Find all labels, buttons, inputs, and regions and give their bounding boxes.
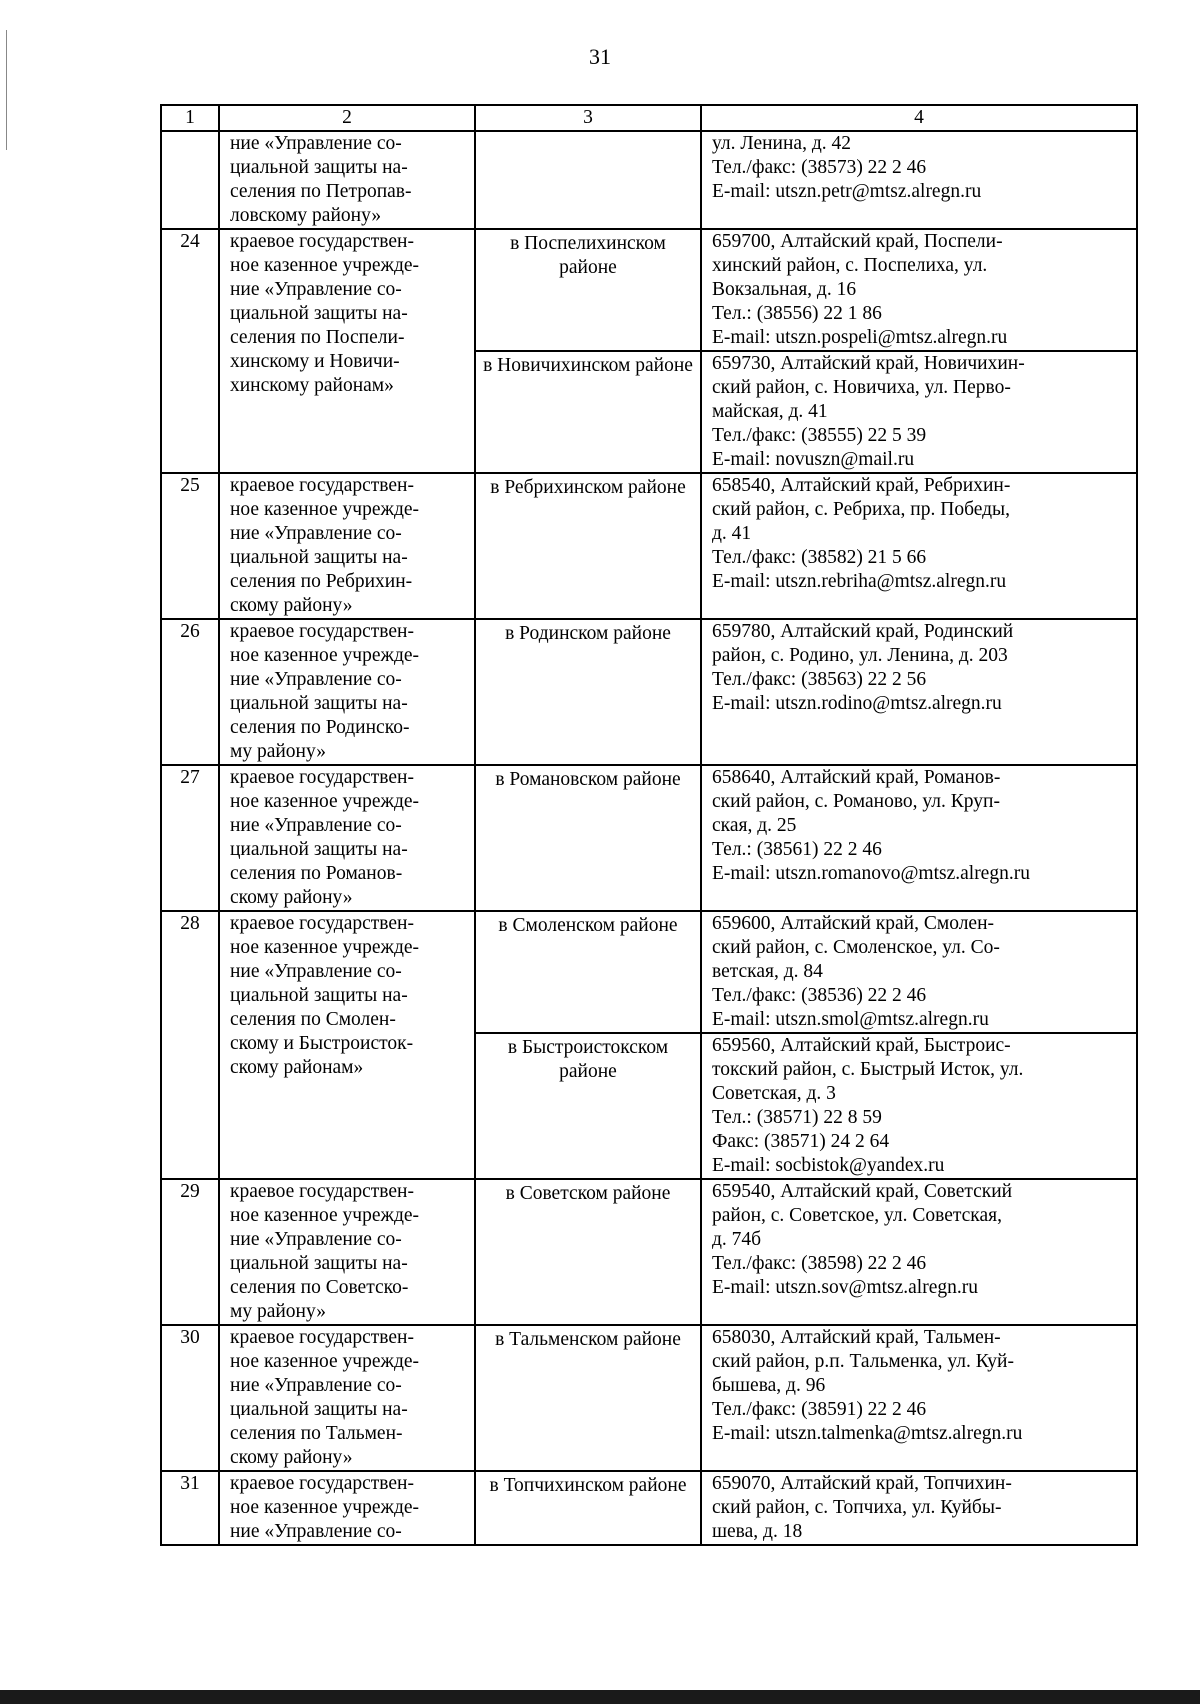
address-line: токский район, с. Быстрый Исток, ул. — [712, 1059, 1024, 1080]
table-row — [161, 911, 1137, 1033]
organization-line: хинскому районам» — [230, 375, 394, 396]
table-body — [161, 131, 1137, 1545]
organization-line: ние «Управление со- — [230, 1375, 402, 1396]
organization-cell — [219, 619, 475, 765]
address-line: хинский район, с. Поспелиха, ул. — [712, 255, 988, 276]
organization-line: краевое государствен- — [230, 1473, 414, 1494]
organization-line: циальной защиты на- — [230, 1253, 408, 1274]
row-number: 31 — [161, 1471, 219, 1545]
organization-line: селения по Ребрихин- — [230, 571, 413, 592]
address-line: 658640, Алтайский край, Романов- — [712, 767, 1001, 788]
district-cell: в Быстроистокском районе — [475, 1033, 701, 1179]
organization-cell — [219, 473, 475, 619]
organization-line: циальной защиты на- — [230, 303, 408, 324]
organization-cell — [219, 1179, 475, 1325]
district-cell: в Смоленском районе — [475, 911, 701, 1033]
table-header-row — [161, 105, 1137, 131]
organization-line: ние «Управление со- — [230, 1229, 402, 1250]
organization-line: ние «Управление со- — [230, 961, 402, 982]
row-number: 26 — [161, 619, 219, 765]
organization-line: селения по Смолен- — [230, 1009, 396, 1030]
organization-line: ние «Управление со- — [230, 523, 402, 544]
address-line: бышева, д. 96 — [712, 1375, 826, 1396]
page-number: 31 — [589, 44, 611, 69]
organization-line: краевое государствен- — [230, 1181, 414, 1202]
address-line: 659070, Алтайский край, Топчихин- — [712, 1473, 1012, 1494]
address-cell — [701, 351, 1137, 473]
address-line: Тел./факс: (38563) 22 2 56 — [712, 669, 927, 690]
organization-line: ное казенное учрежде- — [230, 791, 420, 812]
address-line: ветская, д. 84 — [712, 961, 823, 982]
address-line: 658030, Алтайский край, Тальмен- — [712, 1327, 1001, 1348]
district-cell: в Топчихинском районе — [475, 1471, 701, 1545]
email-line: E-mail: utszn.romanovo@mtsz.alregn.ru — [712, 863, 1030, 884]
organization-cell — [219, 765, 475, 911]
organization-line: му району» — [230, 1301, 326, 1322]
table-row — [161, 765, 1137, 911]
address-line: 659700, Алтайский край, Поспели- — [712, 231, 1003, 252]
district-cell: в Тальменском районе — [475, 1325, 701, 1471]
institutions-table — [160, 104, 1138, 1546]
organization-line: скому району» — [230, 887, 353, 908]
address-line: ский район, с. Ребриха, пр. Победы, — [712, 499, 1011, 520]
organization-line: ное казенное учрежде- — [230, 937, 420, 958]
table-row — [161, 131, 1137, 229]
organization-cell — [219, 131, 475, 229]
row-number: 30 — [161, 1325, 219, 1471]
address-line: район, с. Родино, ул. Ленина, д. 203 — [712, 645, 1008, 666]
organization-line: селения по Советско- — [230, 1277, 409, 1298]
address-cell — [701, 229, 1137, 351]
table-row — [161, 229, 1137, 351]
address-line: 659540, Алтайский край, Советский — [712, 1181, 1013, 1202]
organization-line: селения по Тальмен- — [230, 1423, 403, 1444]
address-line: майская, д. 41 — [712, 401, 828, 422]
organization-line: селения по Романов- — [230, 863, 403, 884]
address-cell — [701, 911, 1137, 1033]
table-row — [161, 1179, 1137, 1325]
organization-line: краевое государствен- — [230, 231, 414, 252]
address-line: Тел./факс: (38573) 22 2 46 — [712, 157, 927, 178]
organization-line: краевое государствен- — [230, 1327, 414, 1348]
district-cell: в Поспелихинском районе — [475, 229, 701, 351]
district-cell — [475, 131, 701, 229]
organization-line: хинскому и Новичи- — [230, 351, 400, 372]
district-cell: в Новичихинском районе — [475, 351, 701, 473]
address-line: 659600, Алтайский край, Смолен- — [712, 913, 995, 934]
organization-line: селения по Родинско- — [230, 717, 410, 738]
address-line: шева, д. 18 — [712, 1521, 803, 1542]
header-col-1: 1 — [161, 105, 219, 131]
address-line: Тел./факс: (38555) 22 5 39 — [712, 425, 927, 446]
address-line: ский район, с. Романово, ул. Круп- — [712, 791, 1000, 812]
organization-line: ние «Управление со- — [230, 815, 402, 836]
row-number: 29 — [161, 1179, 219, 1325]
organization-line: скому району» — [230, 595, 353, 616]
organization-line: скому и Быстроисток- — [230, 1033, 414, 1054]
organization-line: циальной защиты на- — [230, 157, 408, 178]
organization-line: краевое государствен- — [230, 913, 414, 934]
scan-bottom-edge — [0, 1690, 1200, 1704]
table-row — [161, 1471, 1137, 1545]
organization-line: циальной защиты на- — [230, 839, 408, 860]
organization-line: ное казенное учрежде- — [230, 1205, 420, 1226]
header-col-4: 4 — [701, 105, 1137, 131]
address-line: Тел.: (38571) 22 8 59 — [712, 1107, 882, 1128]
organization-line: ное казенное учрежде- — [230, 499, 420, 520]
table-row — [161, 473, 1137, 619]
organization-line: краевое государствен- — [230, 621, 414, 642]
organization-line: скому району» — [230, 1447, 353, 1468]
header-col-3: 3 — [475, 105, 701, 131]
address-line: Тел./факс: (38536) 22 2 46 — [712, 985, 927, 1006]
address-line: Тел.: (38556) 22 1 86 — [712, 303, 882, 324]
email-line: E-mail: utszn.talmenka@mtsz.alregn.ru — [712, 1423, 1023, 1444]
organization-line: краевое государствен- — [230, 475, 414, 496]
address-cell — [701, 1033, 1137, 1179]
address-line: Тел./факс: (38582) 21 5 66 — [712, 547, 927, 568]
row-number — [161, 131, 219, 229]
row-number: 27 — [161, 765, 219, 911]
organization-line: циальной защиты на- — [230, 1399, 408, 1420]
row-number: 25 — [161, 473, 219, 619]
organization-line: ние «Управление со- — [230, 669, 402, 690]
address-line: Тел./факс: (38591) 22 2 46 — [712, 1399, 927, 1420]
district-cell: в Родинском районе — [475, 619, 701, 765]
organization-cell — [219, 911, 475, 1179]
address-line: Вокзальная, д. 16 — [712, 279, 857, 300]
address-cell — [701, 619, 1137, 765]
address-line: ский район, р.п. Тальменка, ул. Куй- — [712, 1351, 1014, 1372]
organization-line: ние «Управление со- — [230, 1521, 402, 1542]
row-number: 24 — [161, 229, 219, 473]
email-line: E-mail: utszn.rodino@mtsz.alregn.ru — [712, 693, 1002, 714]
organization-line: ное казенное учрежде- — [230, 255, 420, 276]
organization-line: ловскому району» — [230, 205, 382, 226]
address-cell — [701, 1471, 1137, 1545]
address-line: ул. Ленина, д. 42 — [712, 133, 852, 154]
address-line: д. 41 — [712, 523, 752, 544]
document-table-container — [160, 104, 1138, 1546]
organization-line: ное казенное учрежде- — [230, 1497, 420, 1518]
email-line: E-mail: utszn.petr@mtsz.alregn.ru — [712, 181, 982, 202]
organization-line: ние «Управление со- — [230, 279, 402, 300]
address-line: Тел./факс: (38598) 22 2 46 — [712, 1253, 927, 1274]
address-cell — [701, 131, 1137, 229]
table-row — [161, 619, 1137, 765]
organization-line: циальной защиты на- — [230, 547, 408, 568]
organization-line: скому районам» — [230, 1057, 364, 1078]
organization-line: му району» — [230, 741, 326, 762]
organization-line: селения по Поспели- — [230, 327, 405, 348]
address-line: д. 74б — [712, 1229, 762, 1250]
organization-cell — [219, 229, 475, 473]
district-cell: в Романовском районе — [475, 765, 701, 911]
district-cell: в Советском районе — [475, 1179, 701, 1325]
district-cell: в Ребрихинском районе — [475, 473, 701, 619]
organization-cell — [219, 1325, 475, 1471]
address-line: ский район, с. Новичиха, ул. Перво- — [712, 377, 1011, 398]
address-line: 659560, Алтайский край, Быстроис- — [712, 1035, 1011, 1056]
address-line: Советская, д. 3 — [712, 1083, 836, 1104]
organization-line: ное казенное учрежде- — [230, 645, 420, 666]
address-line: Тел.: (38561) 22 2 46 — [712, 839, 882, 860]
address-line: ский район, с. Смоленское, ул. Со- — [712, 937, 1000, 958]
address-line: 659730, Алтайский край, Новичихин- — [712, 353, 1025, 374]
address-line: 658540, Алтайский край, Ребрихин- — [712, 475, 1011, 496]
email-line: E-mail: utszn.smol@mtsz.alregn.ru — [712, 1009, 989, 1030]
address-line: район, с. Советское, ул. Советская, — [712, 1205, 1002, 1226]
organization-line: краевое государствен- — [230, 767, 414, 788]
organization-line: циальной защиты на- — [230, 985, 408, 1006]
address-cell — [701, 1179, 1137, 1325]
email-line: E-mail: socbistok@yandex.ru — [712, 1155, 945, 1176]
email-line: E-mail: novuszn@mail.ru — [712, 449, 915, 470]
address-line: Факс: (38571) 24 2 64 — [712, 1131, 890, 1152]
email-line: E-mail: utszn.rebriha@mtsz.alregn.ru — [712, 571, 1007, 592]
header-col-2: 2 — [219, 105, 475, 131]
address-line: 659780, Алтайский край, Родинский — [712, 621, 1014, 642]
address-cell — [701, 473, 1137, 619]
address-line: ский район, с. Топчиха, ул. Куйбы- — [712, 1497, 1002, 1518]
address-cell — [701, 765, 1137, 911]
organization-cell — [219, 1471, 475, 1545]
row-number: 28 — [161, 911, 219, 1179]
organization-line: селения по Петропав- — [230, 181, 412, 202]
table-row — [161, 1325, 1137, 1471]
organization-line: ное казенное учрежде- — [230, 1351, 420, 1372]
email-line: E-mail: utszn.pospeli@mtsz.alregn.ru — [712, 327, 1008, 348]
address-cell — [701, 1325, 1137, 1471]
email-line: E-mail: utszn.sov@mtsz.alregn.ru — [712, 1277, 978, 1298]
organization-line: циальной защиты на- — [230, 693, 408, 714]
address-line: ская, д. 25 — [712, 815, 797, 836]
organization-line: ние «Управление со- — [230, 133, 402, 154]
